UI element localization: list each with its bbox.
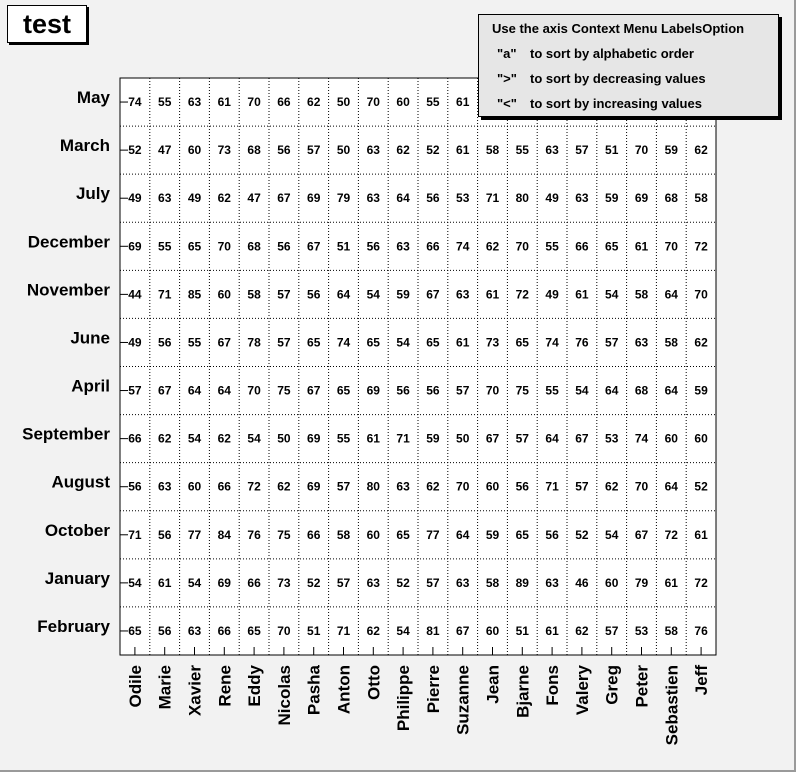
cell-value: 72 [247,479,261,494]
cell-value: 64 [664,287,678,302]
cell-value: 67 [485,431,500,446]
y-tick-label[interactable]: December [27,232,110,252]
cell-value: 50 [277,431,291,446]
cell-value: 51 [515,623,529,638]
cell-value: 61 [456,143,470,158]
title-box[interactable] [7,5,87,43]
cell-value: 57 [426,575,440,590]
y-tick-label[interactable]: November [26,280,110,300]
cell-value: 69 [217,575,231,590]
cell-value: 55 [187,335,202,350]
cell-value: 74 [456,239,470,254]
cell-value: 65 [128,623,142,638]
cell-value: 55 [515,143,529,158]
x-axis[interactable] [126,647,711,745]
cell-value: 65 [605,239,619,254]
cell-value: 60 [396,95,410,110]
cell-value: 58 [336,527,351,542]
cell-value: 66 [277,95,291,110]
cell-value: 54 [187,431,202,446]
y-tick-label[interactable]: October [44,520,110,540]
cell-value: 70 [247,95,261,110]
cell-value: 58 [634,287,649,302]
x-tick-label[interactable]: Greg [602,665,622,705]
cell-value: 60 [485,623,500,638]
cell-value: 60 [366,527,380,542]
cell-value: 66 [307,527,321,542]
x-tick-label[interactable]: Sebastien [662,665,682,746]
info-heading: Use the axis Context Menu LabelsOption [492,21,745,36]
cell-value: 62 [217,431,231,446]
cell-value: 84 [217,527,231,542]
cell-value: 66 [217,623,231,638]
cell-value: 66 [575,239,589,254]
cell-value: 79 [634,575,649,590]
cell-value: 63 [366,575,380,590]
y-tick-label[interactable]: February [37,616,110,636]
cell-value: 76 [247,527,261,542]
cell-value: 54 [396,623,410,638]
cell-value: 57 [515,431,529,446]
x-tick-label[interactable]: Otto [364,665,384,700]
cell-value: 67 [426,287,440,302]
cell-value: 70 [664,239,678,254]
cell-value: 72 [694,239,708,254]
cell-value: 69 [307,479,321,494]
cell-value: 59 [605,191,619,206]
cell-value: 62 [426,479,440,494]
cell-value: 56 [426,191,440,206]
cell-value: 49 [545,287,559,302]
cell-value: 56 [277,143,291,158]
cell-value: 58 [485,575,500,590]
x-tick-label[interactable]: Nicolas [274,665,294,726]
cell-value: 52 [128,143,142,158]
cell-value: 65 [187,239,202,254]
x-tick-label[interactable]: Fons [543,665,563,706]
cell-value: 52 [694,479,708,494]
cell-value: 70 [634,479,649,494]
cell-value: 70 [634,143,649,158]
cell-value: 63 [187,95,202,110]
cell-value: 85 [187,287,202,302]
x-tick-label[interactable]: Peter [632,665,652,708]
cell-value: 71 [128,527,142,542]
cell-value: 73 [277,575,291,590]
cell-value: 58 [664,335,678,350]
cell-value: 69 [366,383,380,398]
cell-value: 67 [456,623,470,638]
cell-value: 53 [634,623,649,638]
cell-value: 62 [158,431,172,446]
cell-value: 77 [187,527,202,542]
cell-value: 49 [128,191,142,206]
cell-value: 60 [485,479,500,494]
cell-value: 66 [426,239,440,254]
cell-value: 47 [247,191,261,206]
cell-value: 55 [336,431,351,446]
cell-value: 52 [575,527,589,542]
cell-value: 63 [187,623,202,638]
x-tick-label[interactable]: Xavier [185,665,205,717]
x-tick-label[interactable]: Rene [215,665,235,707]
cell-value: 68 [664,191,678,206]
cell-value: 67 [575,431,589,446]
cell-value: 54 [128,575,142,590]
cell-value: 53 [605,431,619,446]
cell-value: 64 [664,383,678,398]
cell-value: 58 [485,143,500,158]
cell-value: 64 [187,383,202,398]
cell-value: 65 [515,527,529,542]
cell-value: 62 [217,191,231,206]
cell-value: 60 [217,287,231,302]
x-tick-label[interactable]: Pasha [304,665,324,716]
cell-value: 67 [277,191,291,206]
cell-value: 76 [694,623,708,638]
cell-value: 68 [634,383,649,398]
cell-value: 67 [307,239,321,254]
cell-value: 60 [187,479,202,494]
cell-value: 61 [456,335,470,350]
cell-value: 56 [158,527,172,542]
cell-value: 47 [158,143,172,158]
x-tick-label[interactable]: Pierre [423,665,443,714]
cell-value: 75 [277,383,291,398]
cell-value: 67 [217,335,231,350]
cell-value: 59 [694,383,708,398]
cell-value: 59 [485,527,500,542]
cell-value: 63 [366,143,380,158]
cell-value: 69 [634,191,649,206]
x-tick-label[interactable]: Marie [155,665,175,710]
cell-value: 57 [605,623,619,638]
cell-value: 79 [336,191,351,206]
cell-value: 66 [217,479,231,494]
cell-value: 55 [545,383,559,398]
cell-value: 76 [575,335,589,350]
cell-value: 61 [217,95,231,110]
cell-value: 63 [456,287,470,302]
cell-value: 74 [336,335,351,350]
cell-value: 69 [128,239,142,254]
cell-value: 65 [366,335,380,350]
cell-value: 64 [336,287,351,302]
cell-value: 60 [694,431,708,446]
cell-value: 54 [605,527,619,542]
cell-value: 61 [485,287,500,302]
cell-value: 55 [158,95,172,110]
cell-value: 52 [396,575,410,590]
cell-value: 70 [515,239,529,254]
cell-value: 62 [366,623,380,638]
cell-value: 59 [664,143,678,158]
cell-value: 59 [426,431,440,446]
cell-value: 49 [128,335,142,350]
info-option-text: to sort by alphabetic order [530,46,694,61]
cell-value: 57 [277,287,291,302]
cell-value: 44 [128,287,142,302]
cell-value: 65 [247,623,261,638]
plot-title: test [22,8,71,39]
cell-value: 63 [456,575,470,590]
cell-value: 61 [664,575,678,590]
cell-value: 74 [545,335,559,350]
cell-value: 75 [277,527,291,542]
cell-value: 62 [605,479,619,494]
y-axis[interactable] [22,88,128,636]
cell-value: 60 [187,143,202,158]
cell-value: 70 [485,383,500,398]
cell-value: 57 [456,383,470,398]
cell-value: 65 [396,527,410,542]
y-tick-label[interactable]: September [22,424,110,444]
cell-value: 61 [634,239,649,254]
cell-value: 59 [396,287,410,302]
cell-value: 57 [336,575,351,590]
cell-value: 55 [426,95,440,110]
cell-value: 63 [366,191,380,206]
cell-value: 63 [545,143,559,158]
cell-value: 49 [187,191,202,206]
cell-value: 67 [634,527,649,542]
x-tick-label[interactable]: Jean [483,665,503,704]
y-tick-label[interactable]: July [75,184,110,204]
cell-value: 51 [336,239,351,254]
cell-value: 57 [128,383,142,398]
cell-value: 56 [545,527,559,542]
cell-value: 61 [575,287,589,302]
cell-value: 63 [575,191,589,206]
cell-value: 61 [366,431,380,446]
cell-value: 81 [426,623,440,638]
y-tick-label[interactable]: January [44,568,110,588]
cell-value: 63 [396,479,410,494]
cell-value: 73 [217,143,231,158]
cell-value: 54 [187,575,202,590]
cell-value: 57 [336,479,351,494]
cell-value: 89 [515,575,529,590]
cell-value: 71 [485,191,500,206]
info-option-text: to sort by increasing values [530,96,702,111]
cell-value: 62 [277,479,291,494]
cell-value: 56 [396,383,410,398]
cell-value: 70 [456,479,470,494]
cell-value: 56 [158,335,172,350]
cell-value: 65 [515,335,529,350]
cell-value: 66 [128,431,142,446]
cell-value: 53 [456,191,470,206]
cell-value: 64 [605,383,619,398]
y-tick-label[interactable]: June [70,328,110,348]
cell-value: 75 [515,383,529,398]
cell-value: 61 [545,623,559,638]
cell-value: 63 [545,575,559,590]
cell-value: 77 [426,527,440,542]
cell-value: 70 [217,239,231,254]
cell-value: 50 [336,95,351,110]
cell-value: 74 [634,431,649,446]
x-tick-label[interactable]: Bjarne [513,665,533,718]
cell-value: 68 [247,143,261,158]
cell-value: 71 [396,431,410,446]
cell-value: 71 [158,287,172,302]
cell-value: 58 [694,191,708,206]
cell-value: 64 [664,479,678,494]
cell-value: 51 [307,623,321,638]
cell-value: 57 [575,479,589,494]
cell-value: 63 [396,239,410,254]
cell-value: 64 [545,431,559,446]
cell-value: 52 [307,575,321,590]
cell-value: 67 [307,383,321,398]
info-pave[interactable] [478,14,779,117]
cell-value: 65 [307,335,321,350]
cell-value: 62 [396,143,410,158]
cell-value: 62 [485,239,500,254]
cell-value: 56 [366,239,380,254]
cell-value: 54 [396,335,410,350]
cell-value: 69 [307,191,321,206]
cell-value: 56 [426,383,440,398]
cell-value: 56 [128,479,142,494]
cell-value: 62 [694,143,708,158]
cell-value: 54 [605,287,619,302]
cell-value: 58 [247,287,261,302]
cell-value: 80 [515,191,529,206]
cell-value: 73 [485,335,500,350]
cell-value: 72 [664,527,678,542]
cell-value: 55 [158,239,172,254]
cell-value: 54 [247,431,261,446]
y-tick-label[interactable]: August [51,472,110,492]
cell-value: 50 [456,431,470,446]
cell-value: 62 [307,95,321,110]
cell-value: 61 [158,575,172,590]
cell-value: 70 [277,623,291,638]
cell-value: 62 [694,335,708,350]
cell-value: 74 [128,95,142,110]
cell-value: 64 [456,527,470,542]
cell-value: 64 [396,191,410,206]
cell-value: 61 [456,95,470,110]
cell-value: 57 [575,143,589,158]
cell-value: 71 [336,623,351,638]
cell-value: 69 [307,431,321,446]
cell-value: 60 [664,431,678,446]
cell-value: 71 [545,479,559,494]
cell-value: 56 [277,239,291,254]
info-option-key: "a" [497,46,517,61]
x-tick-label[interactable]: Eddy [245,665,265,707]
cell-value: 55 [545,239,559,254]
info-option-key: ">" [497,71,517,86]
cell-value: 60 [605,575,619,590]
cell-value: 70 [247,383,261,398]
cell-value: 52 [426,143,440,158]
cell-value: 49 [545,191,559,206]
cell-value: 56 [307,287,321,302]
cell-value: 67 [158,383,172,398]
cell-value: 65 [336,383,351,398]
cell-value: 57 [277,335,291,350]
cell-value: 63 [158,191,172,206]
cell-value: 46 [575,575,589,590]
x-tick-label[interactable]: Suzanne [453,665,473,735]
cell-value: 57 [605,335,619,350]
x-tick-label[interactable]: Jeff [692,665,712,696]
info-option-key: "<" [497,96,517,111]
cell-value: 66 [247,575,261,590]
cell-value: 58 [664,623,678,638]
cell-value: 64 [217,383,231,398]
cell-value: 70 [694,287,708,302]
y-tick-label[interactable]: April [71,376,110,396]
info-option-text: to sort by decreasing values [530,71,706,86]
cell-value: 63 [634,335,649,350]
cell-value: 70 [366,95,380,110]
x-tick-label[interactable]: Anton [334,665,354,715]
x-tick-label[interactable]: Valery [572,665,592,716]
cell-value: 68 [247,239,261,254]
cell-value: 50 [336,143,351,158]
y-tick-label[interactable]: March [59,136,110,156]
cell-value: 72 [694,575,708,590]
cell-value: 51 [605,143,619,158]
cell-value: 65 [426,335,440,350]
cell-value: 63 [158,479,172,494]
cell-value: 54 [575,383,589,398]
cell-value: 56 [158,623,172,638]
cell-value: 62 [575,623,589,638]
cell-value: 72 [515,287,529,302]
x-tick-label[interactable]: Philippe [394,665,414,732]
x-tick-label[interactable]: Odile [125,665,145,708]
cell-value: 56 [515,479,529,494]
cell-value: 78 [247,335,261,350]
cell-value: 54 [366,287,380,302]
cell-value: 61 [694,527,708,542]
cell-value: 80 [366,479,380,494]
cell-value: 57 [307,143,321,158]
y-tick-label[interactable]: May [76,88,110,108]
